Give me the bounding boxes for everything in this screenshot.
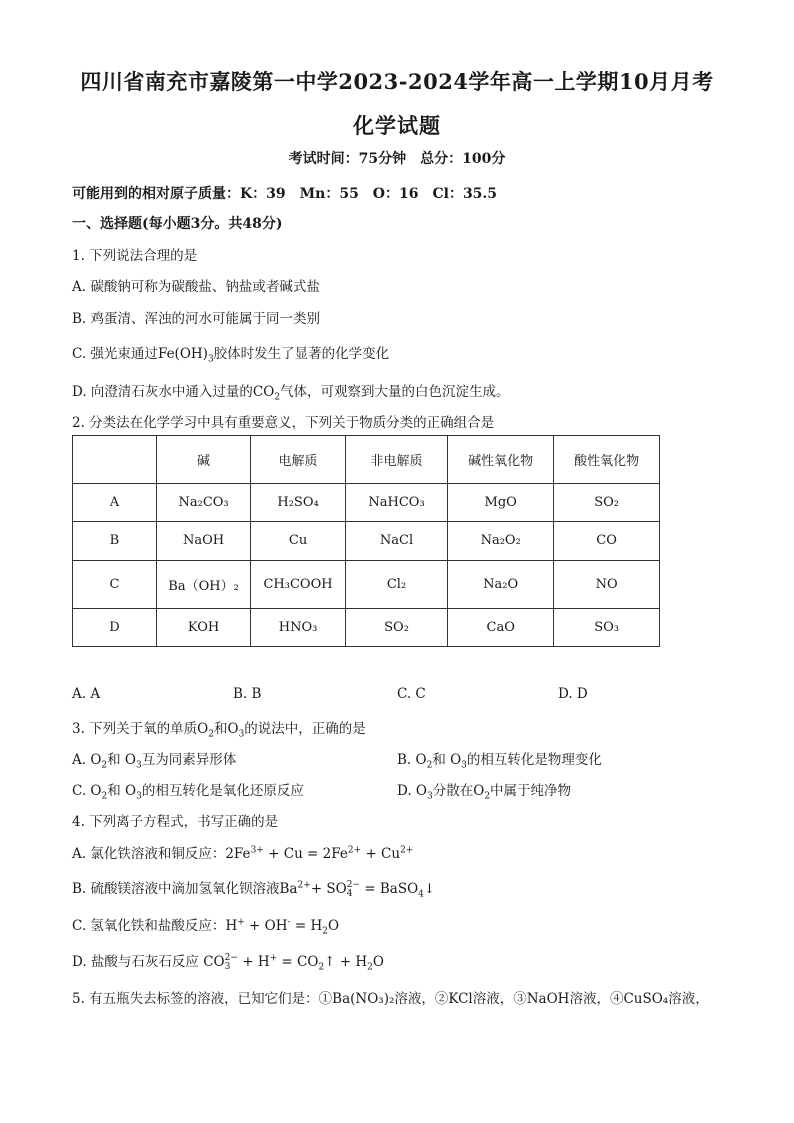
q2-option-d: D. D [558,686,588,702]
q4-a-pre: A. 氯化铁溶液和铜反应： [72,846,226,862]
table-header-cell: 碱性氧化物 [448,436,554,484]
table-header-cell [73,436,157,484]
q4-d-pre: D. 盐酸与石灰石反应 [72,954,199,970]
q4-stem: 4. 下列离子方程式，书写正确的是 [72,814,279,830]
table-header-cell: 碱 [156,436,250,484]
q4-d-equation: CO2− $3 + H^+ = CO_2↑ + H_2O$ [198,952,384,973]
classification-table [72,435,660,647]
row-label: D [73,608,157,646]
q3-d-mid: 分散在O [432,783,485,799]
exam-title: 四川省南充市嘉陵第一中学2023-2024学年高一上学期10月月考 [80,69,714,94]
q3-c-text: 的相互转化是氧化还原反应 [141,783,304,799]
table-cell: SO₂ [554,483,660,521]
q4-option-b [72,877,435,899]
q3-option-c: C. $O_2$和 $O_3$的相互转化是氧化还原反应 [72,783,304,802]
table-cell: NaCl [345,522,447,560]
q3-stem-mid: 和O [213,721,239,737]
q1-option-d [72,380,510,403]
table-header-cell: 非电解质 [345,436,447,484]
q1-d-post: 气体，可观察到大量的白色沉淀生成。 [280,384,510,400]
table-cell: HNO₃ [251,608,346,646]
q1-c-formula: Fe(OH) [157,346,208,362]
q4-option-a [72,842,413,862]
q2-option-c: C. C [397,686,426,702]
q2-option-a: A. A [72,686,101,702]
row-label: B [73,522,157,560]
table-cell: CO [554,522,660,560]
table-cell: SO₃ [554,608,660,646]
table-cell: NaOH [156,522,250,560]
q4-a-equation: $2Fe^{3+} + Cu = 2Fe^{2+} + Cu^{2+}$ [225,845,414,862]
table-cell: Cu [251,522,346,560]
q4-b-pre: B. 硫酸镁溶液中滴加氢氧化钡溶液 [72,881,280,897]
q4-b-equation: $Ba^{2+}+ SO2-$ 4 = BaSO$_4$↓ [279,879,436,900]
q5-stem: 5. 有五瓶失去标签的溶液，已知它们是：①Ba(NO₃)₂溶液，②KCl溶液，③NaOH溶液，④CuSO₄溶液， [72,991,709,1007]
q4-c-equation: $H^+ + OH^- = H_2O$ [225,917,340,937]
table-row [73,560,660,608]
q4-option-d [72,950,384,972]
q1-d-sub: 2 [274,392,281,403]
table-cell: Na₂O [448,560,554,608]
table-cell: NaHCO₃ [345,483,447,521]
table-cell: CH₃COOH [251,560,346,608]
q3-sub-o2: 2 [208,729,214,740]
table-cell: NO [554,560,660,608]
q3-stem-pre: 3. 下列关于氧的单质O [72,721,209,737]
table-row [73,483,660,521]
q2-stem: 2. 分类法在化学学习中具有重要意义，下列关于物质分类的正确组合是 [72,415,495,431]
q2-option-b: B. B [233,686,262,702]
table-cell: CaO [448,608,554,646]
table-cell: SO₂ [345,608,447,646]
q3-d-text: 中属于纯净物 [490,783,572,799]
q3-a-text: 互为同素异形体 [141,752,237,768]
q3-sub-o3: 3 [238,729,245,740]
q3-b-text: 的相互转化是物理变化 [466,752,602,768]
row-label: C [73,560,157,608]
table-cell: Na₂O₂ [448,522,554,560]
exam-info: 考试时间：75分钟 总分：100分 [288,151,506,167]
q3-stem [72,717,366,740]
atomic-mass-line: 可能用到的相对原子质量：K：39 Mn：55 O：16 Cl：35.5 [72,186,498,202]
exam-subtitle: 化学试题 [353,113,441,138]
table-cell: Cl₂ [345,560,447,608]
row-label: A [73,483,157,521]
table-cell: Ba（OH）₂ [156,560,250,608]
q1-d-pre: D. 向澄清石灰水中通入过量的CO [72,384,275,400]
table-cell: KOH [156,608,250,646]
table-header-cell: 电解质 [251,436,346,484]
table-row [73,522,660,560]
q1-option-c [72,342,390,365]
q1-option-b: B. 鸡蛋清、浑浊的河水可能属于同一类别 [72,311,321,327]
q3-stem-post: 的说法中，正确的是 [244,721,366,737]
table-row [73,608,660,646]
table-header-row [73,436,660,484]
q3-option-d: D. $O_3$分散在$O_2$中属于纯净物 [397,783,572,802]
table-cell: H₂SO₄ [251,483,346,521]
q4-option-c [72,914,340,937]
table-cell: Na₂CO₃ [156,483,250,521]
table-cell: MgO [448,483,554,521]
q1-c-pre: C. 强光束通过 [72,346,158,362]
section-heading: 一、选择题(每小题3分。共48分) [72,216,283,232]
q3-option-a: A. $O_2$和 $O_3$互为同素异形体 [72,752,237,771]
q1-c-post: 胶体时发生了显著的化学变化 [213,346,390,362]
q3-option-b: B. $O_2$和 $O_3$的相互转化是物理变化 [397,752,602,771]
table-header-cell: 酸性氧化物 [554,436,660,484]
q4-c-pre: C. 氢氧化铁和盐酸反应： [72,918,226,934]
q1-option-a: A. 碳酸钠可称为碳酸盐、钠盐或者碱式盐 [72,279,320,295]
q1-stem: 1. 下列说法合理的是 [72,248,198,264]
q1-c-sub: 3 [207,354,214,365]
